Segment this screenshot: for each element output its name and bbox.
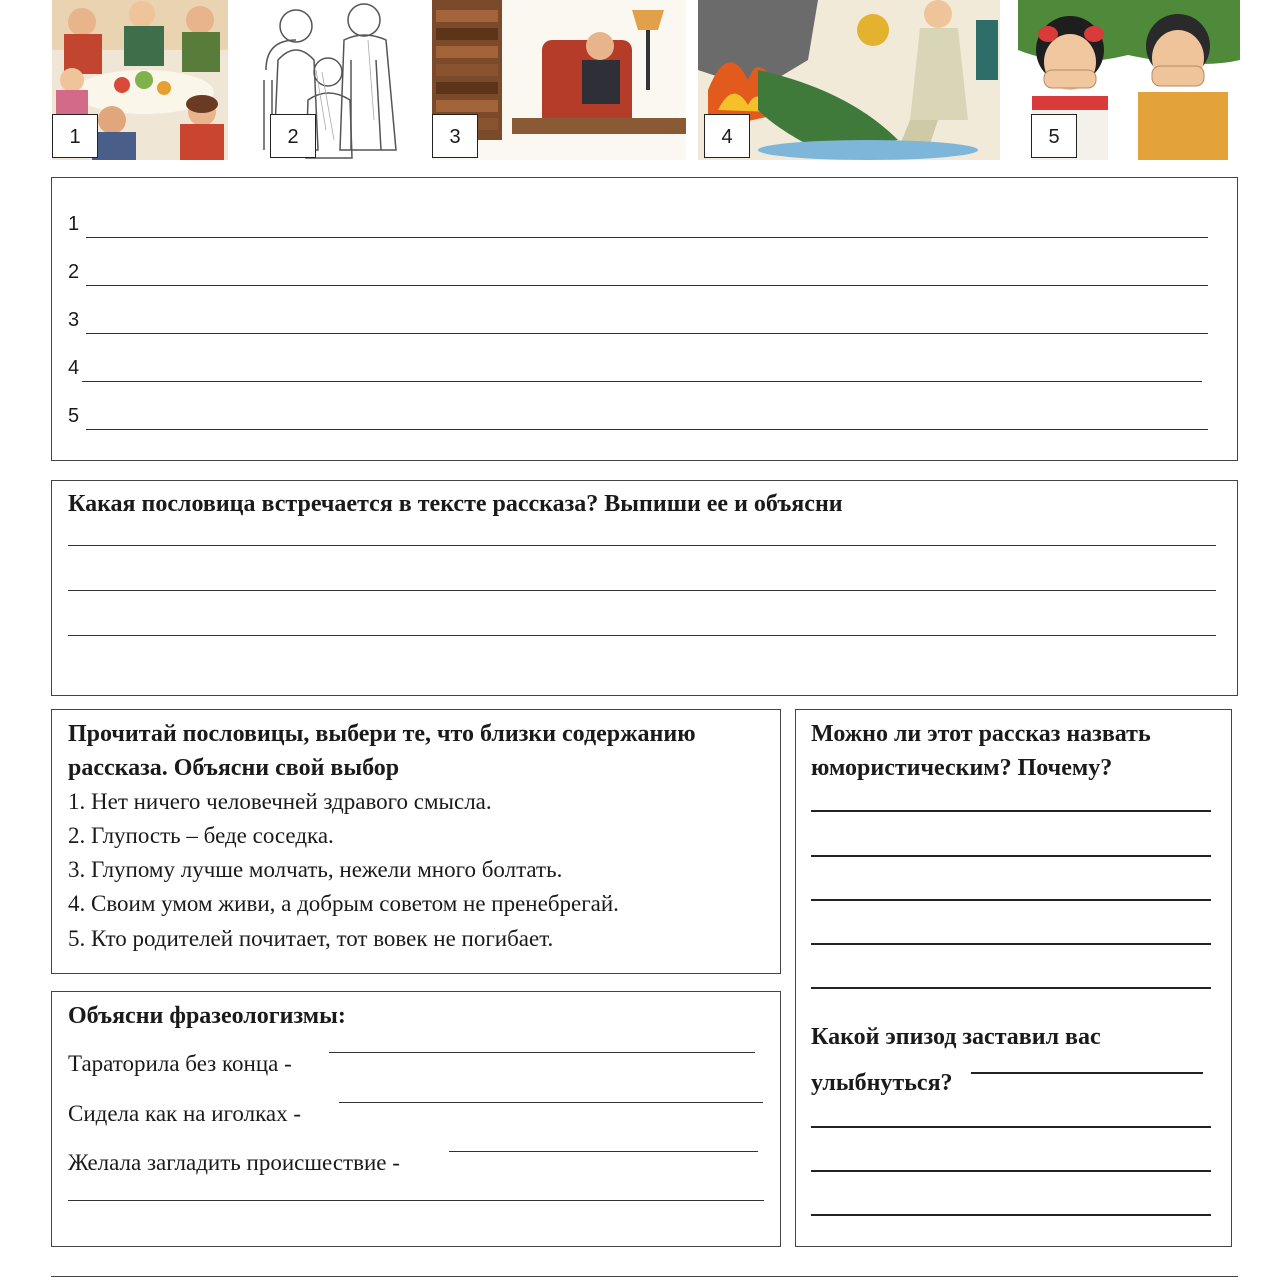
choose-proverbs-title: Прочитай пословицы, выбери те, что близки содержанию рассказа. Объясни свой выбор bbox=[68, 721, 696, 781]
answer-line-4[interactable] bbox=[68, 356, 1202, 382]
proverb-item-3: 3. Глупому лучше молчать, нежели много болтать. bbox=[68, 857, 563, 882]
answer-line-blank[interactable] bbox=[86, 237, 1208, 238]
phraseologism-1: Тараторила без конца - bbox=[68, 1051, 292, 1076]
picture-number-3: 3 bbox=[432, 114, 478, 158]
answer-line-blank[interactable] bbox=[86, 285, 1208, 286]
answer-line-number: 5 bbox=[68, 405, 80, 427]
answer-line-blank[interactable] bbox=[86, 429, 1208, 430]
episode-answer-line-2[interactable] bbox=[811, 1170, 1211, 1172]
answer-line-number: 3 bbox=[68, 309, 80, 331]
answer-line-number: 2 bbox=[68, 261, 80, 283]
picture-number-4: 4 bbox=[704, 114, 750, 158]
episode-question-line-2: улыбнуться? bbox=[811, 1070, 953, 1096]
phraseologism-2-blank[interactable] bbox=[339, 1102, 763, 1103]
humor-answer-line-5[interactable] bbox=[811, 987, 1211, 989]
answer-line-5[interactable] bbox=[68, 404, 1208, 430]
answer-line-number: 1 bbox=[68, 213, 80, 235]
picture-number-5: 5 bbox=[1031, 114, 1077, 158]
next-section-border bbox=[51, 1276, 1238, 1281]
proverb-answer-line-2[interactable] bbox=[68, 590, 1216, 591]
humor-answer-line-1[interactable] bbox=[811, 810, 1211, 812]
proverb-task-question: Какая пословица встречается в тексте рассказа? Выпиши ее и объясни bbox=[68, 491, 843, 517]
proverb-answer-line-3[interactable] bbox=[68, 635, 1216, 636]
proverb-item-2: 2. Глупость – беде соседка. bbox=[68, 823, 334, 848]
episode-question-line-1: Какой эпизод заставил вас bbox=[811, 1024, 1101, 1050]
picture-number-1: 1 bbox=[52, 114, 98, 158]
answer-line-1[interactable] bbox=[68, 212, 1208, 238]
humor-answer-line-4[interactable] bbox=[811, 943, 1211, 945]
humor-answer-line-2[interactable] bbox=[811, 855, 1211, 857]
answer-line-3[interactable] bbox=[68, 308, 1208, 334]
answer-line-blank[interactable] bbox=[86, 333, 1208, 334]
proverb-item-5: 5. Кто родителей почитает, тот вовек не погибает. bbox=[68, 926, 554, 951]
phraseologisms-title: Объясни фразеологизмы: bbox=[68, 1003, 346, 1029]
phraseologism-2: Сидела как на иголках - bbox=[68, 1101, 302, 1126]
episode-answer-blank[interactable] bbox=[971, 1072, 1203, 1074]
episode-answer-line-3[interactable] bbox=[811, 1214, 1211, 1216]
phraseologism-extra-line[interactable] bbox=[68, 1200, 764, 1201]
humor-answer-line-3[interactable] bbox=[811, 899, 1211, 901]
humor-question: Можно ли этот рассказ назвать юмористическим? Почему? bbox=[811, 721, 1151, 781]
answer-line-number: 4 bbox=[68, 357, 80, 379]
proverb-answer-line-1[interactable] bbox=[68, 545, 1216, 546]
answer-line-blank[interactable] bbox=[82, 381, 1202, 382]
picture-number-2: 2 bbox=[270, 114, 316, 158]
answer-line-2[interactable] bbox=[68, 260, 1208, 286]
phraseologism-1-blank[interactable] bbox=[329, 1052, 755, 1053]
proverb-item-1: 1. Нет ничего человечней здравого смысла. bbox=[68, 789, 492, 814]
proverb-item-4: 4. Своим умом живи, а добрым советом не пренебрегай. bbox=[68, 891, 619, 916]
phraseologism-3-blank[interactable] bbox=[449, 1151, 758, 1152]
phraseologism-3: Желала загладить происшествие - bbox=[68, 1150, 400, 1175]
episode-answer-line-1[interactable] bbox=[811, 1126, 1211, 1128]
humor-box bbox=[795, 709, 1232, 1247]
